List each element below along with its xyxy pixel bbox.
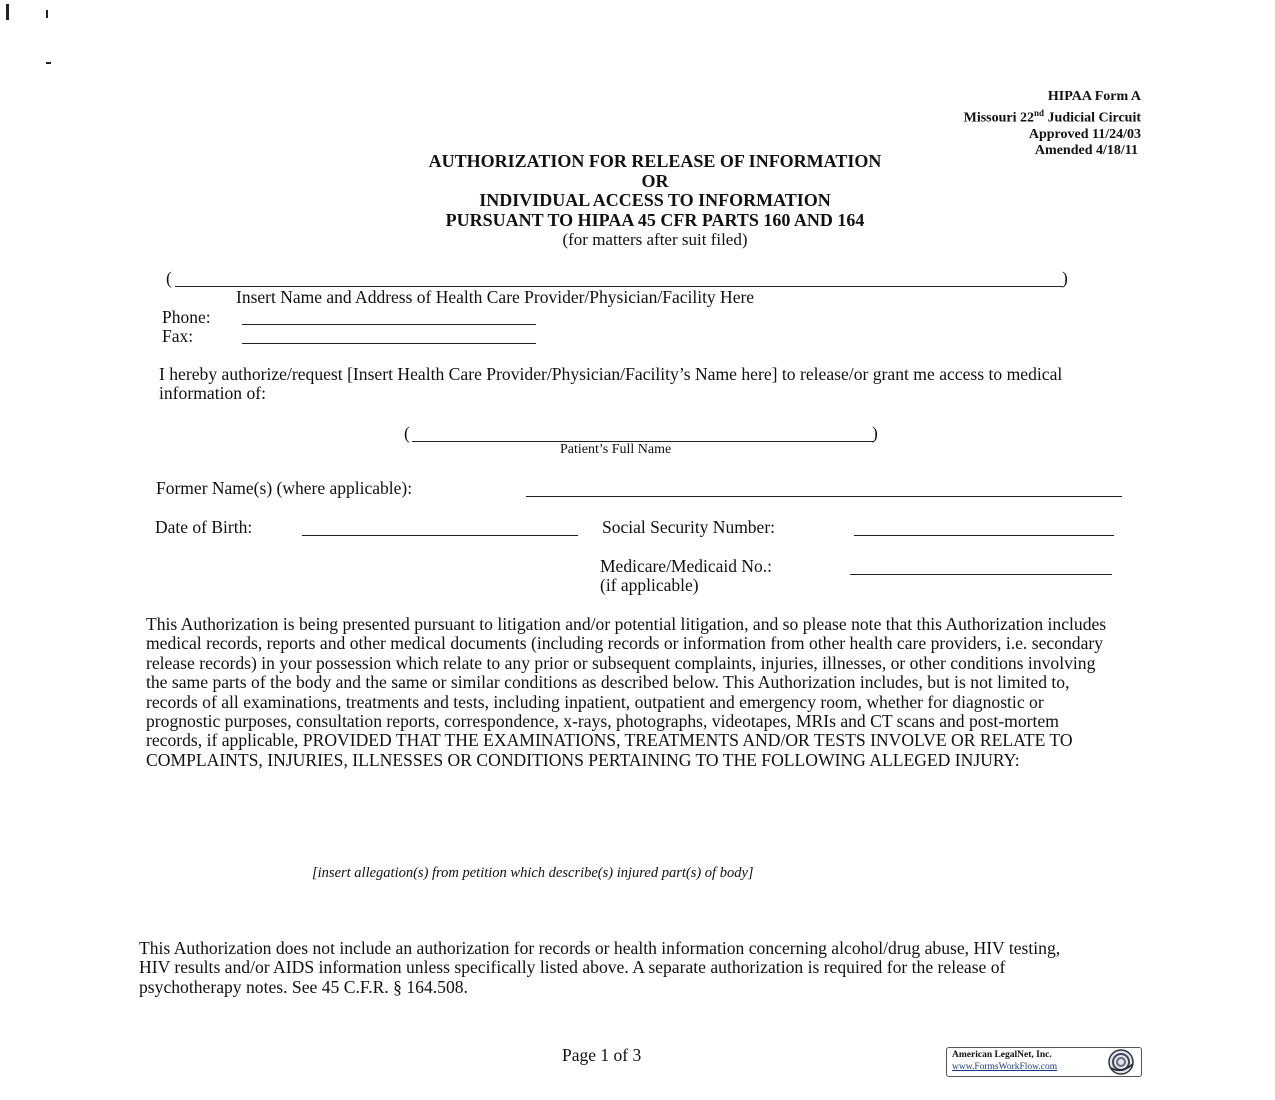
- patient-open-paren: (: [404, 423, 410, 443]
- medicare-note: (if applicable): [600, 575, 699, 595]
- amended-date: Amended 4/18/11: [1034, 142, 1138, 158]
- dob-field[interactable]: [302, 518, 578, 536]
- phone-field[interactable]: [242, 308, 536, 325]
- fax-label: Fax:: [162, 326, 194, 346]
- scan-mark: [46, 10, 48, 18]
- page-number: Page 1 of 3: [562, 1045, 642, 1065]
- brand-url[interactable]: www.FormsWorkFlow.com: [952, 1062, 1058, 1072]
- brand-name: American LegalNet, Inc.: [952, 1050, 1052, 1060]
- phone-label: Phone:: [162, 307, 211, 327]
- patient-caption: Patient’s Full Name: [560, 442, 672, 457]
- authorization-scope-paragraph: This Authorization is being presented pursuant to litigation and/or potential litigation, and so please note that this Authorization includes medical records, reports and other medical documents (including records or information from other health care providers, i.e. secondary release records) in your possession which relate to any prior or subsequent complaints, injuries, illnesses, or other conditions involving the same parts of the body and the same or similar conditions as described below. This Authorization includes, but is not limited to, records of all examinations, treatments and tests, including inpatient, outpatient and emergency room, whether for diagnostic or prognostic purposes, consultation reports, correspondence, x-rays, photographs, videotapes, MRIs and CT scans and post-mortem records, if applicable, PROVIDED THAT THE EXAMINATIONS, TREATMENTS AND/OR TESTS INVOLVE OR RELATE TO COMPLAINTS, INJURIES, ILLNESSES OR CONDITIONS PERTAINING TO THE FOLLOWING ALLEGED INJURY:: [146, 614, 1107, 770]
- scan-mark: [46, 62, 51, 64]
- fax-field[interactable]: [242, 327, 536, 344]
- patient-close-paren: ): [872, 423, 878, 443]
- title-line-4: PURSUANT TO HIPAA 45 CFR PARTS 160 AND 164: [445, 209, 865, 230]
- provider-caption: Insert Name and Address of Health Care Provider/Physician/Facility Here: [236, 287, 755, 307]
- allegation-placeholder[interactable]: [insert allegation(s) from petition which describe(s) injured part(s) of body]: [312, 865, 754, 881]
- approved-date: Approved 11/24/03: [1028, 126, 1141, 142]
- brand-badge: [946, 1047, 1142, 1077]
- scan-mark: [6, 4, 9, 20]
- form-id: HIPAA Form A: [1047, 89, 1141, 104]
- provider-close-paren: ): [1062, 268, 1068, 288]
- document-title: [0, 152, 1275, 250]
- authorize-statement: I hereby authorize/request [Insert Health Care Provider/Physician/Facility’s Name here] to release/or grant me access to medical information of:: [159, 364, 1063, 404]
- exclusions-paragraph: This Authorization does not include an authorization for records or health information concerning alcohol/drug abuse, HIV testing, HIV results and/or AIDS information unless specifically listed above. A separate authorization is required for the release of psychotherapy notes. See 45 C.F.R. § 164.508.: [139, 938, 1061, 997]
- title-line-3: INDIVIDUAL ACCESS TO INFORMATION: [479, 190, 831, 210]
- former-names-field[interactable]: [526, 479, 1122, 497]
- globe-logo-icon: [1105, 1048, 1137, 1076]
- ssn-label: Social Security Number:: [602, 517, 776, 537]
- medicare-label: Medicare/Medicaid No.:: [600, 556, 773, 576]
- title-line-2: OR: [641, 170, 669, 191]
- form-header: [964, 89, 1141, 159]
- ssn-field[interactable]: [854, 518, 1114, 536]
- dob-label: Date of Birth:: [155, 517, 253, 537]
- provider-open-paren: (: [166, 268, 172, 288]
- title-line-5: (for matters after suit filed): [562, 230, 748, 249]
- medicare-field[interactable]: [850, 557, 1112, 575]
- court-name: Missouri 22nd Judicial Circuit: [963, 108, 1141, 126]
- former-names-label: Former Name(s) (where applicable):: [156, 478, 413, 498]
- title-line-1: AUTHORIZATION FOR RELEASE OF INFORMATION: [428, 151, 882, 171]
- patient-name-field[interactable]: [412, 424, 874, 442]
- provider-name-field[interactable]: [175, 268, 1063, 287]
